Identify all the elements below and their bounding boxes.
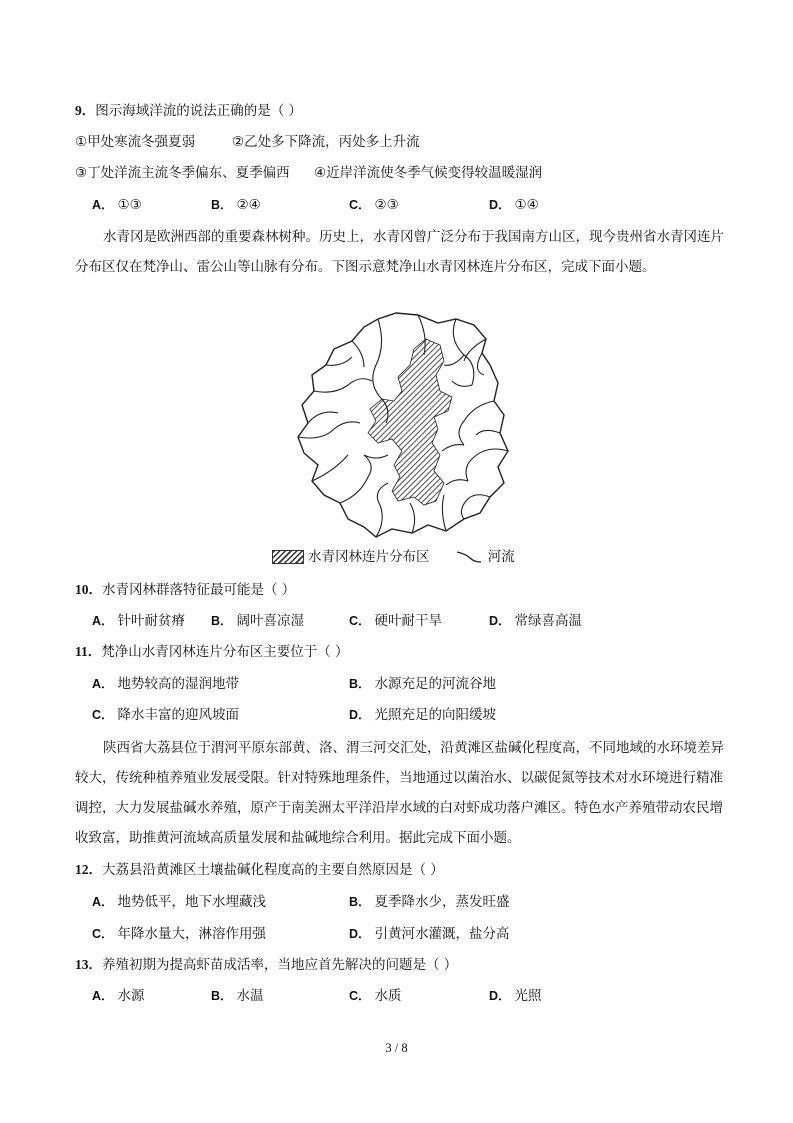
option-d[interactable] <box>489 195 539 215</box>
question-12-stem <box>75 860 444 880</box>
question-11-stem <box>75 642 349 662</box>
option-label: A． <box>92 614 114 628</box>
map-figure <box>268 305 528 545</box>
option-text: 水源充足的河流谷地 <box>374 676 497 692</box>
option-b[interactable] <box>211 195 261 215</box>
question-10-stem <box>75 580 295 600</box>
option-text: 针叶耐贫瘠 <box>117 613 186 629</box>
option-text: 水质 <box>374 988 402 1004</box>
question-text: 水青冈林群落特征最可能是（ ） <box>102 582 296 598</box>
option-b[interactable] <box>349 892 510 912</box>
option-label: B． <box>211 198 233 212</box>
option-text: 地势低平，地下水埋藏浅 <box>117 894 267 910</box>
question-number-dot: ． <box>88 582 102 597</box>
option-c[interactable] <box>92 705 239 725</box>
option-text: ①④ <box>514 197 539 213</box>
option-a[interactable] <box>92 674 239 694</box>
question-number: 9 <box>75 103 82 118</box>
option-c[interactable] <box>92 924 266 944</box>
option-c[interactable] <box>349 195 399 215</box>
option-b[interactable] <box>211 986 264 1006</box>
option-text: 水温 <box>236 988 264 1004</box>
map-legend <box>272 545 515 567</box>
option-label: B． <box>349 895 371 909</box>
option-d[interactable] <box>489 986 542 1006</box>
option-label: C． <box>349 989 371 1003</box>
option-text: 硬叶耐干旱 <box>374 613 443 629</box>
option-text: 引黄河水灌溉，盐分高 <box>374 926 510 942</box>
river-legend-icon <box>456 550 482 564</box>
question-text: 梵净山水青冈林连片分布区主要位于（ ） <box>101 644 349 660</box>
statement-2: ②乙处多下降流，丙处多上升流 <box>232 134 420 150</box>
option-text: ②③ <box>374 197 399 213</box>
statement-4: ④近岸洋流使冬季气候变得较温暖湿润 <box>314 165 543 181</box>
legend-river-label: 河流 <box>487 549 515 565</box>
option-text: 降水丰富的迎风坡面 <box>117 707 240 723</box>
option-label: A． <box>92 895 114 909</box>
option-label: B． <box>211 989 233 1003</box>
option-label: D． <box>489 198 511 212</box>
option-label: C． <box>92 927 114 941</box>
question-number-dot: ． <box>88 957 102 972</box>
option-b[interactable] <box>349 674 496 694</box>
page-number: 3 / 8 <box>385 1041 408 1055</box>
option-text: 常绿喜高温 <box>514 613 583 629</box>
option-text: 光照 <box>514 988 542 1004</box>
question-13-stem <box>75 955 457 975</box>
option-text: ①③ <box>117 197 142 213</box>
option-text: 夏季降水少，蒸发旺盛 <box>374 894 510 910</box>
question-number-dot: ． <box>88 862 102 877</box>
option-c[interactable] <box>349 986 402 1006</box>
option-text: 地势较高的湿润地带 <box>117 676 240 692</box>
option-a[interactable] <box>92 986 145 1006</box>
question-text: 养殖初期为提高虾苗成活率，当地应首先解决的问题是（ ） <box>102 957 458 973</box>
fanjingshan-map <box>268 305 528 567</box>
option-label: D． <box>349 927 371 941</box>
option-d[interactable] <box>349 924 510 944</box>
option-b[interactable] <box>211 611 304 631</box>
statement-1: ①甲处寒流冬强夏弱 <box>75 134 196 150</box>
question-number: 11 <box>75 644 88 659</box>
question-number: 10 <box>75 582 89 597</box>
option-text: 阔叶喜凉湿 <box>236 613 305 629</box>
option-c[interactable] <box>349 611 442 631</box>
option-label: C． <box>92 708 114 722</box>
question-text: 大荔县沿黄滩区土壤盐碱化程度高的主要自然原因是（ ） <box>102 862 444 878</box>
option-label: B． <box>349 677 371 691</box>
option-label: A． <box>92 677 114 691</box>
option-text: 年降水量大，淋溶作用强 <box>117 926 267 942</box>
option-label: A． <box>92 198 114 212</box>
passage-beech: 水青冈是欧洲西部的重要森林树种。历史上，水青冈曾广泛分布于我国南方山区，现今贵州省水青冈连片分布区仅在梵净山、雷公山等山脉有分布。下图示意梵净山水青冈林连片分布区，完成下面小题。 <box>75 229 724 275</box>
option-label: A． <box>92 989 114 1003</box>
option-label: B． <box>211 614 233 628</box>
option-label: D． <box>349 708 371 722</box>
option-a[interactable] <box>92 195 142 215</box>
option-text: 光照充足的向阳缓坡 <box>374 707 497 723</box>
option-label: D． <box>489 614 511 628</box>
passage-dali-shrimp: 陕西省大荔县位于渭河平原东部黄、洛、渭三河交汇处，沿黄滩区盐碱化程度高，不同地域的水环境差异较大，传统种植养殖业发展受限。针对特殊地理条件，当地通过以菌治水、以碳促氮等技术对水环境进行精准调控，大力发展盐碱水养殖，原产于南美洲太平洋沿岸水域的白对虾成功落户滩区。特色水产养殖带动农民增收致富，助推黄河流域高质量发展和盐碱地综合利用。据此完成下面小题。 <box>75 740 724 846</box>
forest-legend-swatch <box>272 550 304 564</box>
statement-3: ③丁处洋流主流冬季偏东、夏季偏西 <box>75 165 290 181</box>
question-text: 图示海域洋流的说法正确的是（ ） <box>95 103 303 119</box>
option-a[interactable] <box>92 611 185 631</box>
option-a[interactable] <box>92 892 266 912</box>
option-label: D． <box>489 989 511 1003</box>
option-d[interactable] <box>489 611 582 631</box>
question-number: 12 <box>75 862 89 877</box>
question-number-dot: ． <box>81 103 96 118</box>
option-text: 水源 <box>117 988 145 1004</box>
option-d[interactable] <box>349 705 496 725</box>
legend-area-label: 水青冈林连片分布区 <box>308 549 430 565</box>
option-label: C． <box>349 198 371 212</box>
option-text: ②④ <box>236 197 261 213</box>
question-number-dot: ． <box>87 644 102 659</box>
question-number: 13 <box>75 957 89 972</box>
question-9-stem <box>75 101 302 121</box>
option-label: C． <box>349 614 371 628</box>
